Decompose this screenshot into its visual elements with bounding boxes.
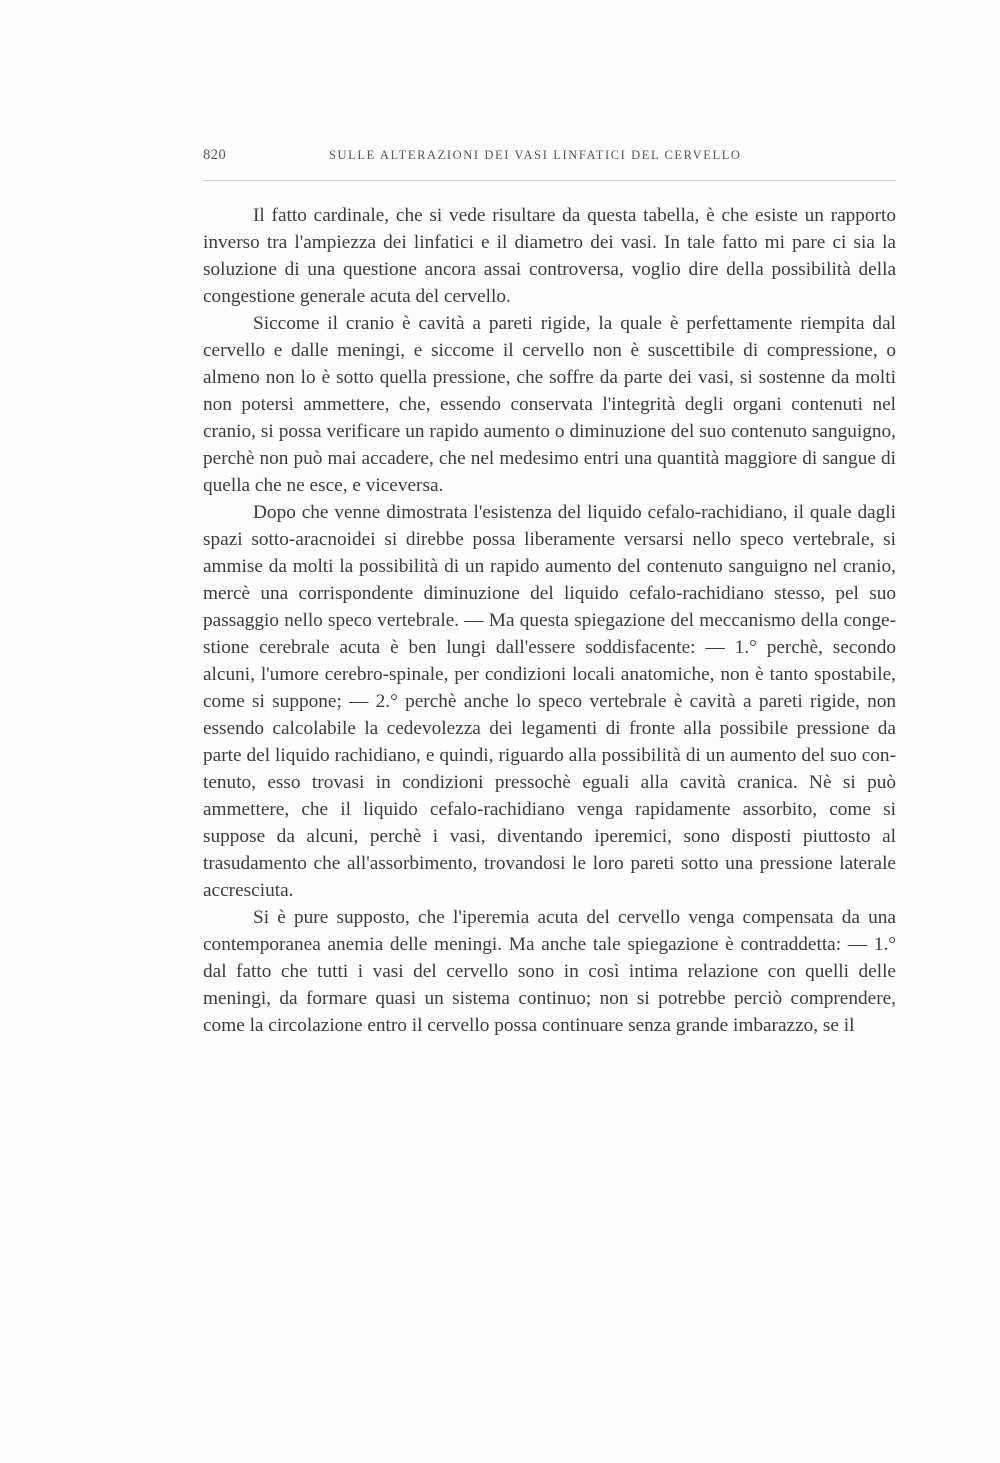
running-title: SULLE ALTERAZIONI DEI VASI LINFATICI DEL CERVELLO (329, 148, 742, 162)
paragraph: Siccome il cranio è cavità a pareti rigide, la quale è perfettamente riempita dal cervello e dalle meningi, e siccome il cervello non è suscettibile di compressione, o almeno non lo è sotto quella pressione, che soffre da parte dei vasi, si sostenne da molti non potersi ammettere, che, essendo conservata l'integrità degli organi contenuti nel cranio, si possa verificare un rapido aumento o diminuzione del suo contenuto sanguigno, perchè non può mai accadere, che nel medesimo entri una quantità maggiore di sangue di quella che ne esce, e viceversa. (203, 313, 896, 496)
running-head (203, 147, 896, 171)
page-number: 820 (203, 147, 227, 163)
paragraph: Dopo che venne dimostrata l'esistenza del liquido cefalo-rachidiano, il quale dagli spazi sotto-aracnoidei si direbbe possa liberamente versarsi nello speco vertebrale, si ammise da molti la possibilità di un rapido aumento del contenuto sanguigno nel cranio, mercè una corrispondente diminuzione del liquido cefalo-rachidiano stesso, pel suo passaggio nello speco vertebrale. — Ma questa spiegazione del meccanismo della congestione cerebrale acuta è ben lungi dall'essere soddisfacente: — 1.° perchè, secondo alcuni, l'umore cerebro-spinale, per condizioni locali anatomiche, non è tanto spostabile, come si suppone; — 2.° perchè anche lo speco vertebrale è cavità a pareti rigide, non essendo calcolabile la cedevolezza dei legamenti di fronte alla possibile pressione da parte del liquido rachidiano, e quindi, riguardo alla possibilità di un aumento del suo contenuto, esso trovasi in condizioni pressochè eguali alla cavità cranica. Nè si può ammettere, che il liquido cefalo-rachidiano venga rapidamente assorbito, come si suppose da alcuni, perchè i vasi, diventando iperemici, sono disposti piuttosto al trasudamento che all'assorbimento, trovandosi le loro pareti sotto una pressione laterale accresciuta. (203, 502, 896, 901)
paragraph: Il fatto cardinale, che si vede risultare da questa tabella, è che esiste un rapporto inverso tra l'ampiezza dei linfatici e il diametro dei vasi. In tale fatto mi pare ci sia la soluzione di una questione ancora assai controversa, voglio dire della possibilità della congestione generale acuta del cervello. (203, 205, 896, 307)
header-divider (203, 180, 896, 181)
body-text (203, 202, 896, 1039)
paragraph: Si è pure supposto, che l'iperemia acuta del cervello venga compensata da una contemporanea anemia delle meningi. Ma anche tale spiegazione è contraddetta: — 1.° dal fatto che tutti i vasi del cervello sono in così intima relazione con quelli delle meningi, da formare quasi un sistema continuo; non si potrebbe perciò comprendere, come la circolazione entro il cervello possa continuare senza grande imbarazzo, se il (203, 907, 896, 1036)
